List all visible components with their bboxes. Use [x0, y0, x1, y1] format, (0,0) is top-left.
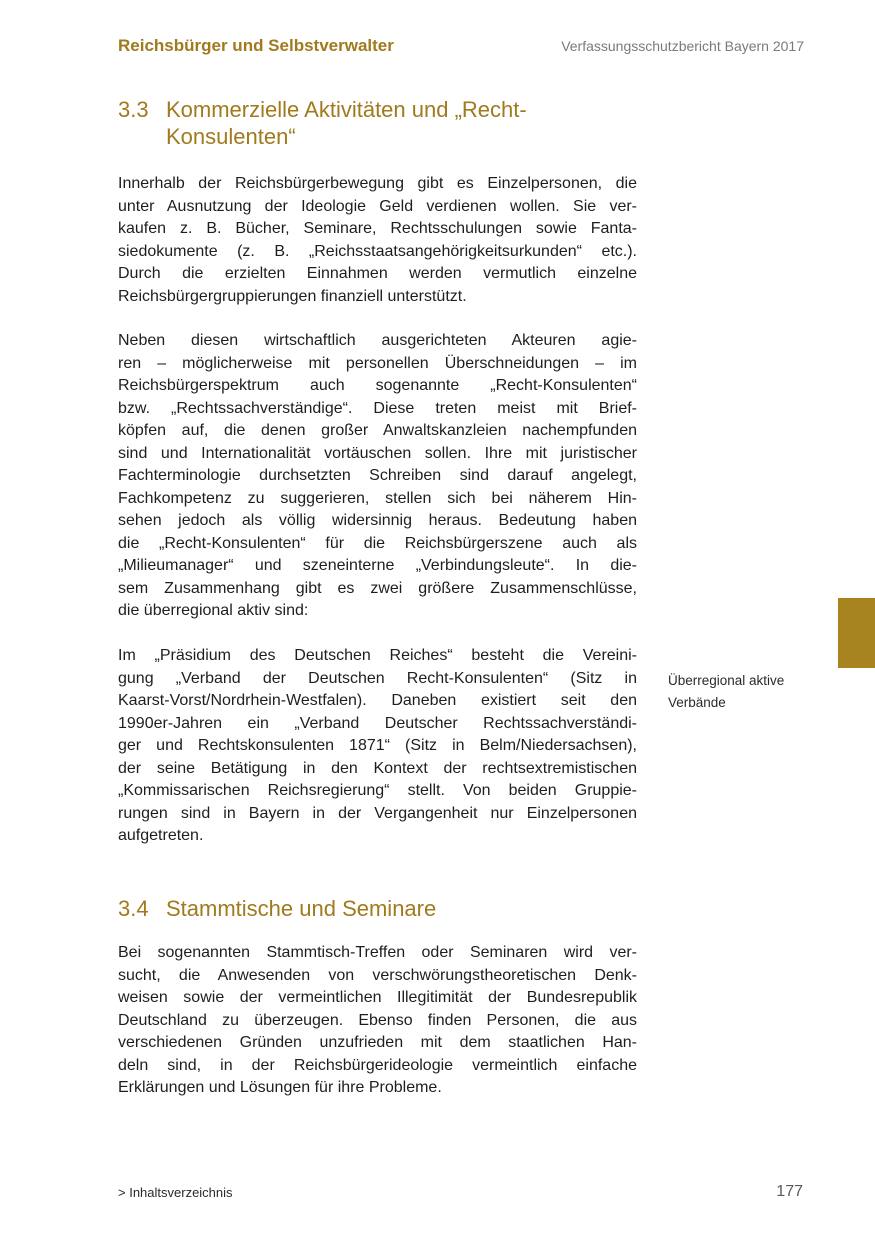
paragraph	[118, 942, 637, 1100]
text-line: Fachterminologie durchsetzten Schreiben sind darauf angelegt,	[118, 467, 637, 484]
text-line: der seine Betätigung in den Kontext der rechtsextremistischen	[118, 759, 637, 777]
text-line: ger und Rechtskonsulenten 1871“ (Sitz in Belm/Niedersachsen),	[118, 737, 637, 754]
paragraph	[118, 645, 637, 848]
text-line: Durch die erzielten Einnahmen werden vermutlich einzelne	[118, 265, 637, 282]
section-number: 3.4	[118, 896, 149, 921]
text-line: sind und Internationalität vortäuschen sollen. Ihre mit juristischer	[118, 444, 637, 462]
section-title	[118, 96, 636, 150]
section-title	[118, 895, 636, 922]
text-line: bzw. „Rechtssachverständige“. Diese treten meist mit Brief-	[118, 399, 637, 417]
text-line: köpfen auf, die denen großer Anwaltskanzleien nachempfunden	[118, 422, 637, 439]
paragraph	[118, 173, 637, 308]
table-of-contents-link[interactable]: > Inhaltsverzeichnis	[118, 1185, 233, 1200]
text-line: rungen sind in Bayern in der Vergangenheit nur Einzelpersonen	[118, 804, 637, 822]
text-line: sem Zusammenhang gibt es zwei größere Zusammenschlüsse,	[118, 579, 637, 597]
running-header-section: Reichsbürger und Selbstverwalter	[118, 36, 394, 55]
running-header-report: Verfassungsschutzbericht Bayern 2017	[561, 38, 804, 54]
text-line: die „Recht-Konsulenten“ für die Reichsbürgerszene auch als	[118, 534, 637, 552]
text-line: Reichsbürgerspektrum auch sogenannte „Recht-Konsulenten“	[118, 377, 637, 394]
text-line: verschiedenen Gründen unzufrieden mit dem staatlichen Han-	[118, 1034, 637, 1051]
text-line: Bei sogenannten Stammtisch-Treffen oder Seminaren wird ver-	[118, 944, 637, 961]
text-line: Erklärungen und Lösungen für ihre Probleme.	[118, 1079, 442, 1096]
text-line: Fachkompetenz zu suggerieren, stellen sich bei näherem Hin-	[118, 489, 637, 507]
text-line: „Milieumanager“ und szeneinterne „Verbindungsleute“. In die-	[118, 557, 637, 574]
page-number: 177	[776, 1183, 803, 1200]
margin-note-line: Überregional aktive	[668, 673, 785, 688]
text-line: weisen sowie der vermeintlichen Illegitimität der Bundesrepublik	[118, 989, 637, 1006]
text-line: gung „Verband der Deutschen Recht-Konsulenten“ (Sitz in	[118, 669, 637, 687]
text-line: Im „Präsidium des Deutschen Reiches“ besteht die Vereini-	[118, 647, 637, 664]
text-line: sucht, die Anwesenden von verschwörungstheoretischen Denk-	[118, 966, 637, 984]
text-line: sehen jedoch als völlig widersinnig heraus. Bedeutung haben	[118, 512, 637, 529]
text-line: Reichsbürgergruppierungen finanziell unterstützt.	[118, 287, 467, 305]
text-line: kaufen z. B. Bücher, Seminare, Rechtsschulungen sowie Fanta-	[118, 220, 637, 237]
text-line: die überregional aktiv sind:	[118, 602, 309, 619]
text-line: Neben diesen wirtschaftlich ausgerichteten Akteuren agie-	[118, 332, 637, 349]
chapter-tab-marker	[838, 598, 875, 668]
section-title-line: Stammtische und Seminare	[166, 896, 437, 921]
text-line: Innerhalb der Reichsbürgerbewegung gibt es Einzelpersonen, die	[118, 175, 637, 192]
text-line: siedokumente (z. B. „Reichsstaatsangehörigkeitsurkunden“ etc.).	[118, 242, 637, 260]
text-line: Deutschland zu überzeugen. Ebenso finden Personen, die aus	[118, 1011, 637, 1029]
margin-note	[668, 670, 784, 714]
section-heading-3-3	[118, 96, 636, 150]
text-line: „Kommissarischen Reichsregierung“ stellt. Von beiden Gruppie-	[118, 782, 637, 799]
text-line: unter Ausnutzung der Ideologie Geld verdienen wollen. Sie ver-	[118, 197, 637, 215]
paragraph	[118, 330, 637, 623]
text-line: ren – möglicherweise mit personellen Überschneidungen – im	[118, 354, 637, 372]
text-line: aufgetreten.	[118, 827, 204, 844]
text-line: Kaarst-Vorst/Nordrhein-Westfalen). Daneben existiert seit den	[118, 692, 637, 709]
section-heading-3-4	[118, 895, 636, 922]
text-line: 1990er-Jahren ein „Verband Deutscher Rechtssachverständi-	[118, 714, 637, 732]
margin-note-line: Verbände	[668, 695, 726, 710]
section-title-line: Konsulenten“	[166, 124, 296, 149]
section-title-line: Kommerzielle Aktivitäten und „Recht-	[166, 97, 527, 122]
text-line: deln sind, in der Reichsbürgerideologie vermeintlich einfache	[118, 1056, 637, 1074]
section-number: 3.3	[118, 97, 149, 122]
